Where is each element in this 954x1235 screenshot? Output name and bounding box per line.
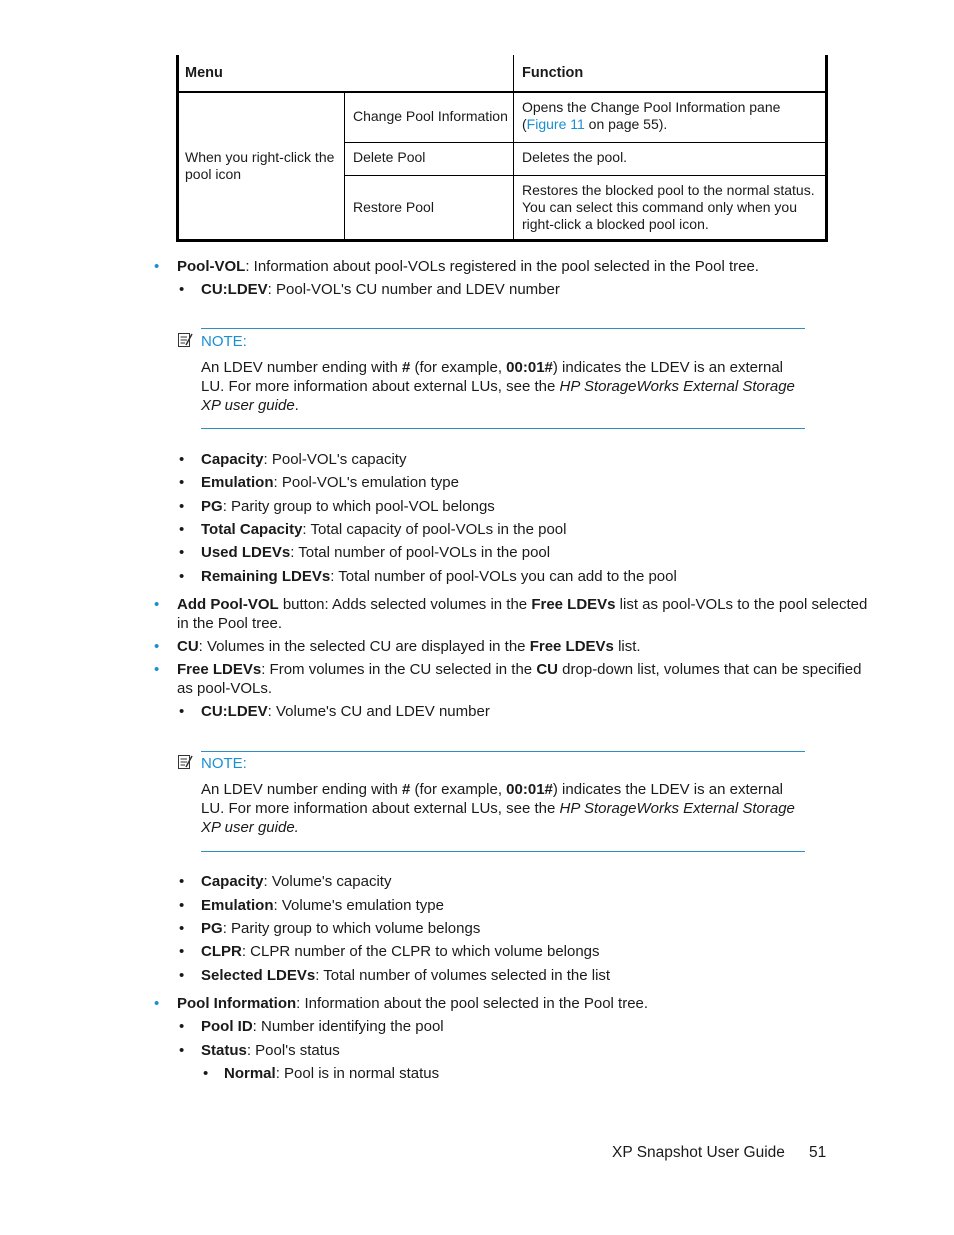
bullet: • [154, 596, 160, 613]
description: : Total number of volumes selected in the list [315, 967, 611, 984]
note-reference: HP StorageWorks External Storage XP user guide. [201, 800, 795, 836]
list-item [177, 257, 759, 276]
note-text-part: ) indicates the LDEV is an external LU. For more information about external LUs, see the [201, 781, 784, 817]
note-label: NOTE: [201, 333, 247, 350]
list-item-continuation: in the Pool tree. [177, 615, 283, 632]
note-text-bold: 00:01# [506, 359, 553, 376]
bullet: • [179, 703, 185, 720]
list-item [224, 1064, 439, 1083]
list-item [177, 637, 641, 656]
description: button: Adds selected volumes in the [278, 596, 532, 613]
term: Emulation [201, 897, 274, 914]
description: : Number identifying the pool [252, 1018, 444, 1035]
term: Used LDEVs [201, 544, 291, 561]
description: : Total number of pool-VOLs you can add to the pool [330, 568, 677, 585]
term: Normal [224, 1065, 276, 1082]
table-col-divider [513, 55, 514, 242]
table-cell-menu: Restore Pool [353, 199, 434, 215]
list-item [201, 1041, 340, 1060]
description: : CLPR number of the CLPR to which volume belongs [241, 943, 600, 960]
description: : Volume's emulation type [273, 897, 444, 914]
term: Pool Information [177, 995, 297, 1012]
description: : Pool-VOL's CU number and LDEV number [267, 281, 560, 298]
note-rule-top [201, 751, 805, 752]
description: : Total number of pool-VOLs in the pool [290, 544, 551, 561]
list-item [201, 543, 550, 562]
bullet: • [154, 661, 160, 678]
bullet: • [179, 1018, 185, 1035]
description: : Pool is in normal status [275, 1065, 440, 1082]
note-reference: HP StorageWorks External Storage XP user guide [201, 378, 795, 414]
footer-title: XP Snapshot User Guide [612, 1144, 785, 1161]
table-header-function: Function [522, 65, 584, 81]
term: Emulation [201, 474, 274, 491]
list-item [201, 919, 480, 938]
list-item [201, 896, 444, 915]
table-cell-function [522, 99, 822, 133]
description: : Volume's capacity [263, 873, 392, 890]
list-item [177, 595, 867, 614]
bullet: • [179, 451, 185, 468]
table-header-menu: Menu [185, 65, 223, 81]
term: CU [536, 661, 558, 678]
term: Pool-VOL [177, 258, 246, 275]
list-item [201, 702, 490, 721]
note-rule-bottom [201, 428, 805, 429]
list-item [201, 1017, 444, 1036]
description: : Volumes in the selected CU are displayed in the [198, 638, 530, 655]
term: Add Pool-VOL [177, 596, 279, 613]
list-item [201, 872, 391, 891]
bullet: • [179, 474, 185, 491]
note-rule-top [201, 328, 805, 329]
figure-link[interactable]: Figure 11 [526, 116, 585, 132]
table-row-rule [344, 142, 828, 143]
bullet: • [179, 943, 185, 960]
list-item [201, 473, 459, 492]
term: Free LDEVs [177, 661, 262, 678]
description: : Total capacity of pool-VOLs in the pool [302, 521, 567, 538]
list-item [201, 497, 495, 516]
description: list. [613, 638, 641, 655]
list-item [201, 942, 600, 961]
term: CU [177, 638, 199, 655]
bullet: • [179, 1042, 185, 1059]
table-cell-menu: Delete Pool [353, 149, 426, 165]
menu-function-table [176, 55, 828, 242]
note-text-part: . [294, 397, 299, 414]
table-header-rule [176, 91, 828, 93]
table-row-rule [344, 175, 828, 176]
description: drop-down list, volumes that can be specified [558, 661, 862, 678]
description: : Information about the pool selected in the Pool tree. [296, 995, 649, 1012]
table-cell-menu: Change Pool Information [353, 108, 508, 124]
bullet: • [179, 544, 185, 561]
description: : Parity group to which pool-VOL belongs [222, 498, 495, 515]
table-col-divider [344, 92, 345, 242]
bullet: • [179, 920, 185, 937]
term: Free LDEVs [529, 638, 614, 655]
note-text-bold: # [401, 781, 411, 798]
note-text-part: ) indicates the LDEV is an external LU. For more information about external LUs, see the [201, 359, 784, 395]
page-number: 51 [809, 1144, 827, 1161]
table-cell-function: Deletes the pool. [522, 149, 628, 165]
note-text [201, 780, 805, 837]
term: Total Capacity [201, 521, 303, 538]
description: : Pool-VOL's capacity [263, 451, 407, 468]
note-text [201, 358, 805, 415]
description: : Information about pool-VOLs registered in the pool selected in the Pool tree. [245, 258, 759, 275]
bullet: • [203, 1065, 209, 1082]
term: CLPR [201, 943, 242, 960]
bullet: • [179, 281, 185, 298]
term: Capacity [201, 873, 264, 890]
bullet: • [154, 995, 160, 1012]
term: PG [201, 498, 223, 515]
term: CU:LDEV [201, 703, 268, 720]
description: : Parity group to which volume belongs [222, 920, 481, 937]
term: Remaining LDEVs [201, 568, 331, 585]
note-rule-bottom [201, 851, 805, 852]
term: Status [201, 1042, 247, 1059]
term: Free LDEVs [531, 596, 616, 613]
note-text-part: An LDEV number ending with [201, 359, 402, 376]
note-icon [177, 332, 193, 348]
bullet: • [179, 873, 185, 890]
bullet: • [179, 498, 185, 515]
list-item [201, 966, 610, 985]
note-label: NOTE: [201, 755, 247, 772]
note-text-bold: 00:01# [506, 781, 553, 798]
list-item [177, 994, 648, 1013]
note-text-part: (for example, [410, 359, 507, 376]
description: : Pool's status [246, 1042, 340, 1059]
list-item [201, 450, 406, 469]
description: : Pool-VOL's emulation type [273, 474, 459, 491]
term: Pool ID [201, 1018, 253, 1035]
list-item [177, 660, 862, 679]
description: : Volume's CU and LDEV number [267, 703, 490, 720]
bullet: • [154, 258, 160, 275]
bullet: • [179, 568, 185, 585]
bullet: • [179, 967, 185, 984]
description: list as pool-VOLs to the pool selected [615, 596, 868, 613]
note-text-part: (for example, [410, 781, 507, 798]
note-icon [177, 754, 193, 770]
term: PG [201, 920, 223, 937]
term: CU:LDEV [201, 281, 268, 298]
table-cell-text: Opens the Change Pool Information pane ( [522, 99, 781, 132]
note-text-part: An LDEV number ending with [201, 781, 402, 798]
list-item [201, 280, 560, 299]
table-cell-text: on page 55). [584, 116, 668, 132]
term: Capacity [201, 451, 264, 468]
bullet: • [154, 638, 160, 655]
list-item-continuation: as pool-VOLs. [177, 680, 273, 697]
term: Selected LDEVs [201, 967, 316, 984]
list-item [201, 520, 566, 539]
table-row-group-label: When you right-click the pool icon [185, 149, 335, 182]
note-text-bold: # [401, 359, 411, 376]
description: : From volumes in the CU selected in the [261, 661, 537, 678]
list-item [201, 567, 677, 586]
bullet: • [179, 521, 185, 538]
bullet: • [179, 897, 185, 914]
table-cell-function: Restores the blocked pool to the normal status. You can select this command only when you right-click a blocked pool icon. [522, 182, 815, 232]
